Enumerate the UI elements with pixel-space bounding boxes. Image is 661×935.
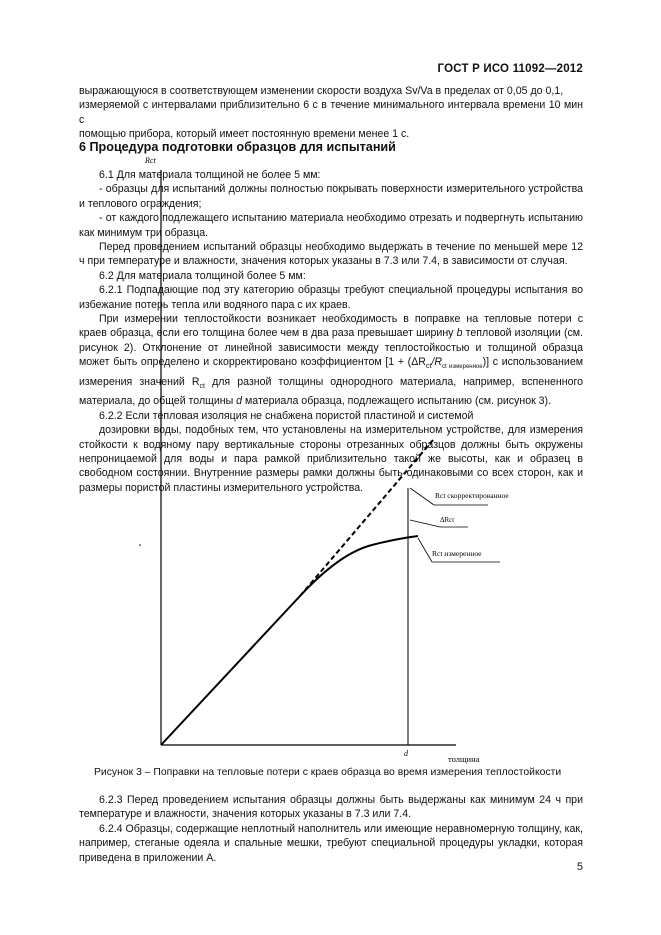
d-label: d: [404, 749, 408, 758]
clause-6-1: 6.1 Для материала толщиной не более 5 мм:: [99, 169, 321, 181]
symbol-b: b: [456, 327, 463, 340]
subscript: ct: [425, 363, 432, 371]
clause-6-2-1: 6.2.1 Подпадающие под эту категорию образцы требуют специальной процедуры испытания во избежание потерь тепла или водяного пара с их краев.: [79, 284, 583, 311]
label-measured: Rct измеренное: [432, 549, 482, 558]
x-axis-label: толщина: [448, 754, 480, 764]
subscript: ct измеренное: [442, 364, 483, 371]
text-run: )] с использованием измерения значений R: [79, 356, 583, 388]
leader-measured: [418, 538, 432, 562]
text-run: тепловой изоляции (см. рисунок 2). Отклонение от линейной зависимости между теплостойкостью и толщиной образца может быть определено и скорректировано коэффициентом [1 + (ΔR: [79, 327, 584, 369]
clause-6-1-item-b: - от каждого подлежащего испытанию материала необходимо отрезать и подвергнуть испытанию как минимум три образца.: [79, 212, 583, 239]
clause-6-2-2-body: дозировки воды, подобных тем, что установлены на измерительном устройстве, для измерения стойкости к водяному пару вертикальные стороны отрезанных образцов должны быть окружены непроницаемой для воды и пара рамкой приблизительно такой же высоты, как и образец в свободном состоянии. Внутренние размеры рамки должны быть одинаковыми со всех сторон, как и размеры пористой пластины измерительного устройства.: [79, 424, 583, 494]
text-run: материала образца, подлежащего испытанию (см. рисунок 3).: [242, 395, 552, 408]
symbol-d: d: [236, 395, 243, 408]
figure-caption: Рисунок 3 – Поправки на тепловые потери с краев образца во время измерения теплостойкости: [94, 767, 562, 778]
clause-6-2-3: 6.2.3 Перед проведением испытания образцы должны быть выдержаны как минимум 24 ч при температуре и влажности, значения которых указаны в 7.3 или 7.4.: [79, 794, 583, 821]
label-delta: ΔRct: [440, 516, 455, 524]
intro-line-3: помощью прибора, который имеет постоянную времени менее 1 с.: [79, 128, 410, 141]
section-title: 6 Процедура подготовки образцов для испытаний: [79, 140, 396, 154]
y-axis-label: Rct: [145, 156, 156, 165]
clause-6-2-2: 6.2.2 Если тепловая изоляция не снабжена пористой пластиной и системой: [99, 409, 474, 422]
clause-6-2: 6.2 Для материала толщиной более 5 мм:: [99, 269, 306, 282]
intro-line-2: измеряемой с интервалами приблизительно 6 с в течение минимального интервала времени 10 мин с: [79, 99, 583, 126]
stray-dot: [139, 544, 141, 546]
text-run: для разной толщины однородного материала, например, вспененного материала, до общей толщины: [79, 375, 583, 408]
leader-delta: [410, 520, 440, 527]
page-number: 5: [576, 861, 583, 873]
label-corrected: Rct скорректированное: [435, 491, 509, 500]
clause-6-1-item-a: - образцы для испытаний должны полностью покрывать поверхности измерительного устройства и теплового ограждения;: [79, 183, 583, 210]
symbol-r: /R: [431, 356, 442, 369]
clauses-after-figure: [79, 793, 583, 865]
subscript: ct: [199, 382, 205, 390]
intro-line-1: выражающуюся в соответствующем изменении скорости воздуха Sv/Va в пределах от 0,05 до 0,1,: [79, 85, 564, 97]
document-header: ГОСТ Р ИСО 11092—2012: [437, 63, 583, 75]
measured-curve: [300, 536, 418, 596]
corrected-dashed-line: [300, 440, 433, 596]
measured-linear-curve: [161, 596, 300, 745]
clause-6-2-4: 6.2.4 Образцы, содержащие неплотный наполнитель или имеющие неравномерную толщину, как, например, стеганые одеяла и спальные мешки, требуют специальной процедуры укладки, которая приведена в приложении А.: [79, 822, 583, 864]
leader-corrected: [410, 488, 434, 505]
clause-6-1-conditioning: Перед проведением испытаний образцы необходимо выдержать в течение по меньшей мере 12 ч при температуре и влажности, значения которых указаны в 7.3 или 7.4, в зависимости от случая.: [79, 241, 583, 268]
text-run: При измерении теплостойкости возникает необходимость в поправке на тепловые потери с краев образца, если его толщина более чем в два раза превышает ширину: [79, 313, 583, 340]
